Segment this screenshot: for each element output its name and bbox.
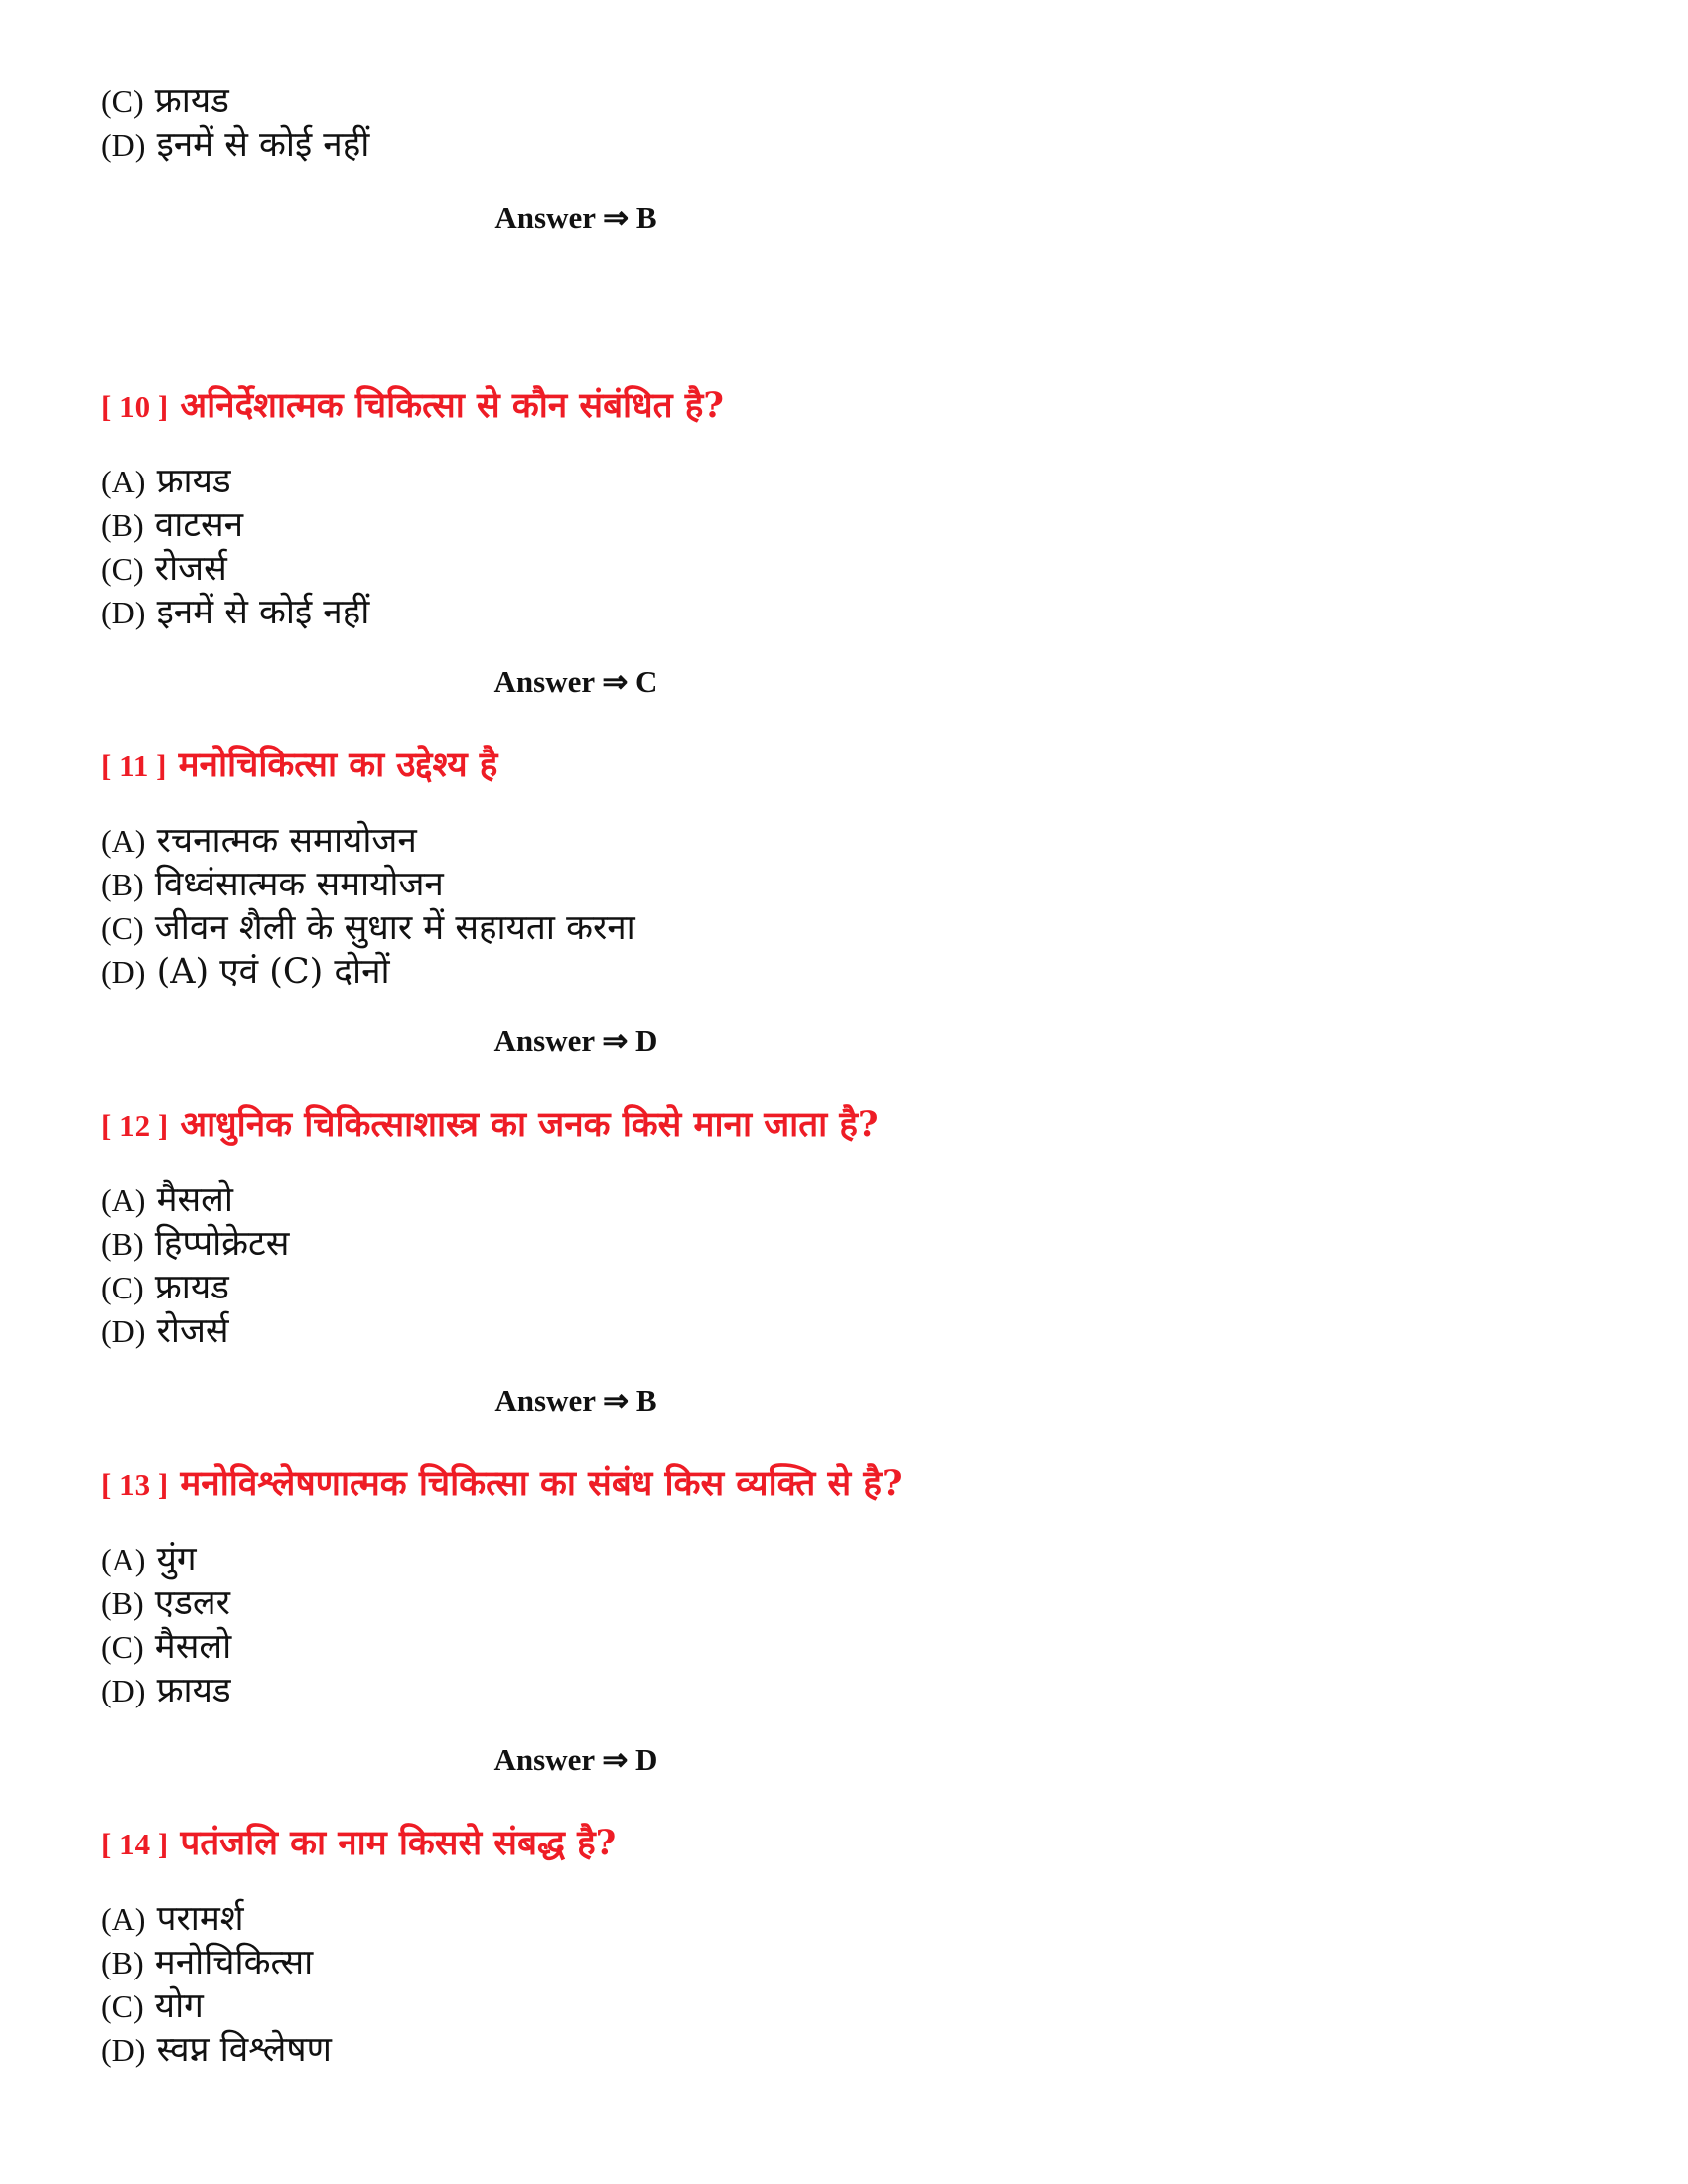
question-text: मनोविश्लेषणात्मक चिकित्सा का संबंध किस व्यक्ति से है? (180, 1463, 903, 1504)
option-c (101, 906, 635, 950)
option-text: मैसलो (154, 1627, 232, 1667)
option-d (101, 1669, 231, 1712)
option-d (101, 1309, 229, 1353)
option-b (101, 503, 243, 547)
option-label: (C) (101, 1270, 144, 1305)
option-label: (A) (101, 1182, 146, 1218)
option-text: फ्रायड (156, 462, 231, 501)
option-b (101, 1222, 289, 1266)
option-label: (C) (101, 1988, 144, 2024)
question-number: [ 11 ] (101, 749, 167, 783)
option-label: (B) (101, 1226, 144, 1262)
question-text: अनिर्देशात्मक चिकित्सा से कौन संबंधित है? (180, 385, 724, 426)
option-a (101, 1897, 244, 1941)
option-text: फ्रायड (154, 1268, 229, 1307)
option-b (101, 863, 444, 906)
question-text: आधुनिक चिकित्साशास्त्र का जनक किसे माना जाता है? (180, 1104, 879, 1145)
question-heading (101, 381, 724, 428)
option-label: (C) (101, 83, 144, 119)
option-text: रोजर्स (154, 549, 227, 589)
option-label: (A) (101, 1542, 146, 1577)
option-text: (A) एवं (C) दोनों (156, 952, 390, 992)
option-text: परामर्श (156, 1899, 244, 1939)
option-a (101, 819, 417, 863)
option-text: स्वप्न विश्लेषण (156, 2030, 332, 2070)
option-text: रचनात्मक समायोजन (156, 821, 417, 861)
answer-line: Answer ⇒ D (493, 1024, 658, 1058)
option-text: इनमें से कोई नहीं (156, 593, 370, 632)
option-label: (C) (101, 1629, 144, 1665)
option-text: रोजर्स (156, 1311, 229, 1351)
option-text: युंग (156, 1540, 197, 1579)
option-a (101, 1538, 197, 1581)
option-d (101, 591, 369, 634)
option-label: (D) (101, 127, 146, 163)
option-c (101, 1984, 204, 2028)
option-text: विध्वंसात्मक समायोजन (154, 865, 444, 904)
answer-line: Answer ⇒ D (493, 1742, 658, 1777)
option-label: (D) (101, 1673, 146, 1708)
option-label: (D) (101, 954, 146, 990)
option-label: (B) (101, 1585, 144, 1621)
question-number: [ 14 ] (101, 1827, 169, 1861)
option-label: (D) (101, 2032, 146, 2068)
answer-line: Answer ⇒ B (494, 201, 657, 235)
option-d (101, 2028, 332, 2072)
option-label: (A) (101, 823, 146, 859)
option-c (101, 547, 227, 591)
question-heading (101, 1100, 879, 1147)
option-label: (A) (101, 1901, 146, 1937)
option-b (101, 1581, 230, 1625)
option-c (101, 1266, 229, 1309)
option-a (101, 460, 231, 503)
option-c (101, 79, 229, 123)
option-text: फ्रायड (156, 1671, 231, 1710)
question-number: [ 10 ] (101, 389, 169, 424)
answer-line: Answer ⇒ C (493, 664, 658, 699)
question-heading (101, 1819, 616, 1865)
option-d (101, 950, 390, 994)
option-b (101, 1941, 313, 1984)
option-text: इनमें से कोई नहीं (156, 125, 370, 165)
option-a (101, 1178, 233, 1222)
option-label: (C) (101, 910, 144, 946)
question-heading (101, 1459, 902, 1506)
option-label: (B) (101, 867, 144, 902)
option-text: एडलर (154, 1583, 230, 1623)
option-text: मैसलो (156, 1180, 233, 1220)
option-label: (B) (101, 1945, 144, 1980)
question-number: [ 12 ] (101, 1108, 169, 1143)
option-d (101, 123, 369, 167)
option-text: जीवन शैली के सुधार में सहायता करना (154, 908, 635, 948)
option-label: (D) (101, 1313, 146, 1349)
question-number: [ 13 ] (101, 1467, 169, 1502)
answer-line: Answer ⇒ B (494, 1383, 657, 1418)
option-label: (A) (101, 464, 146, 499)
question-heading (101, 741, 497, 787)
question-text: पतंजलि का नाम किससे संबद्ध है? (180, 1823, 617, 1863)
option-label: (D) (101, 595, 146, 630)
option-text: हिप्पोक्रेटस (154, 1224, 290, 1264)
option-c (101, 1625, 231, 1669)
option-text: वाटसन (154, 505, 244, 545)
option-label: (B) (101, 507, 144, 543)
question-text: मनोचिकित्सा का उद्देश्य है (178, 745, 498, 785)
option-text: मनोचिकित्सा (154, 1943, 314, 1982)
option-text: योग (154, 1986, 204, 2026)
option-label: (C) (101, 551, 144, 587)
option-text: फ्रायड (154, 81, 229, 121)
